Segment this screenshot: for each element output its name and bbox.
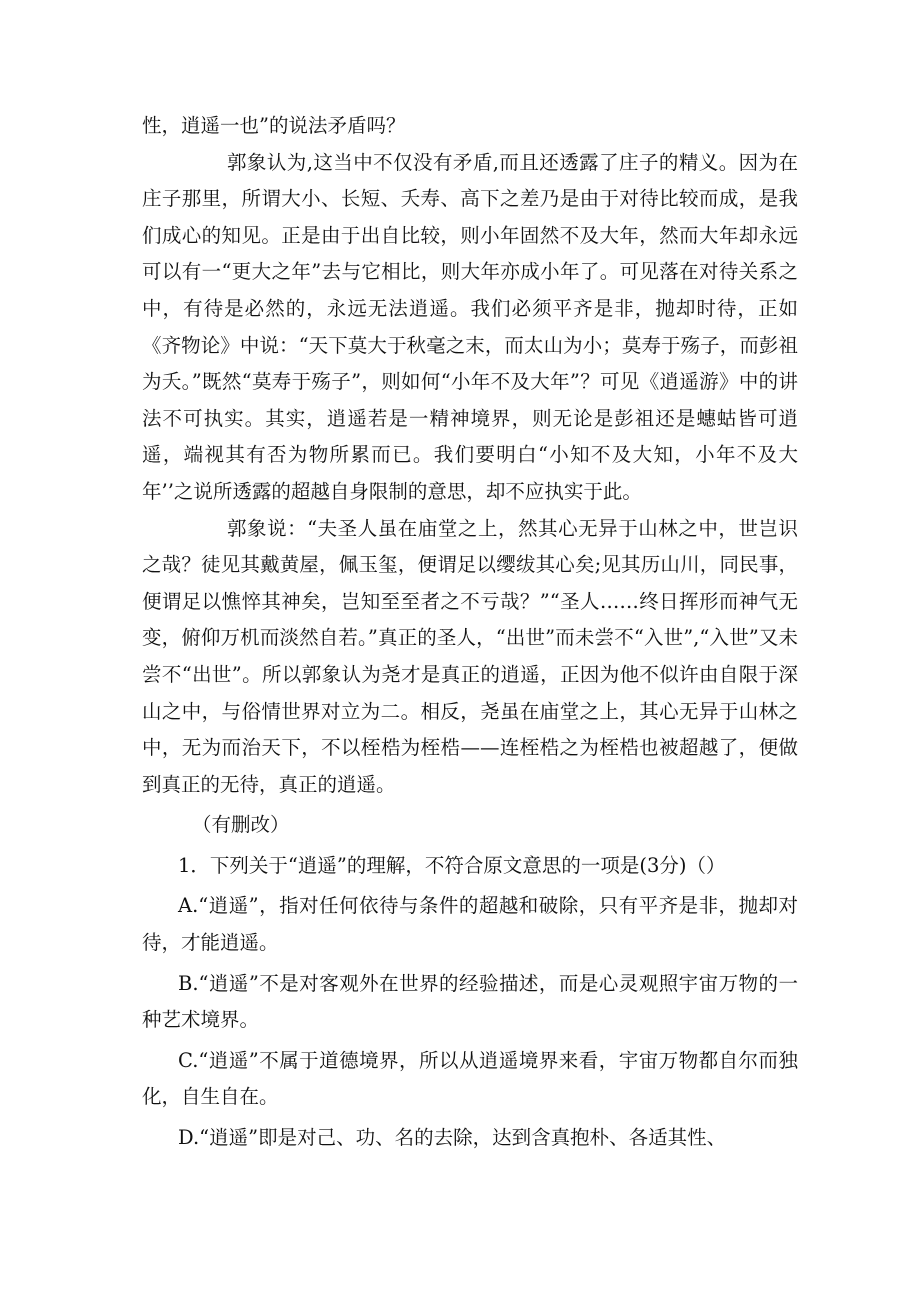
source-note: （有删改） bbox=[192, 813, 290, 837]
question-stem: 1．下列关于“逍遥”的理解，不符合原文意思的一项是(3分)（） bbox=[178, 853, 726, 877]
paragraph-guoxiang-sage: 郭象说：“夫圣人虽在庙堂之上，然其心无异于山林之中，世岂识之哉？徒见其戴黄屋，佩玉玺，便谓足以缨绂其心矣;见其历山川，同民事，便谓足以憔悴其神矣，岂知至至者之不亏哉？”“圣人……终日挥形而神气无变，俯仰万机而淡然自若。”真正的圣人，“出世”而未尝不“入世”,“入世”又未尝不“出世”。所以郭象认为尧才是真正的逍遥，正因为他不似许由自限于深山之中，与俗情世界对立为二。相反，尧虽在庙堂之上，其心无异于山林之中，无为而治天下，不以桎梏为桎梏——连桎梏之为桎梏也被超越了，便做到真正的无待，真正的逍遥。 bbox=[142, 516, 798, 796]
option-a: A.“逍遥”，指对任何依待与条件的超越和破除，只有平齐是非，抛却对待，才能逍遥。 bbox=[142, 894, 798, 955]
document-page bbox=[142, 108, 798, 1157]
option-b: B.“逍遥”不是对客观外在世界的经验描述，而是心灵观照宇宙万物的一种艺术境界。 bbox=[142, 971, 798, 1032]
paragraph-continuation: 性，逍遥一也”的说法矛盾吗？ bbox=[142, 114, 406, 137]
option-c: C.“逍遥”不属于道德境界，所以从逍遥境界来看，宇宙万物都自尔而独化，自生自在。 bbox=[142, 1048, 798, 1109]
paragraph-guoxiang-view: 郭象认为,这当中不仅没有矛盾,而且还透露了庄子的精义。因为在庄子那里，所谓大小、长短、夭寿、高下之差乃是由于对待比较而成，是我们成心的知见。正是由于出自比较，则小年固然不及大年，然而大年却永远可以有一“更大之年”去与它相比，则大年亦成小年了。可见落在对待关系之中，有待是必然的，永远无法逍遥。我们必须平齐是非，抛却时待，正如《齐物论》中说：“天下莫大于秋毫之末，而太山为小；莫寿于殇子，而彭祖为夭。”既然“莫寿于殇子”，则如何“小年不及大年”？可见《逍遥游》中的讲法不可执实。其实，逍遥若是一精神境界，则无论是彭祖还是蟪蛄皆可逍遥，端视其有否为物所累而已。我们要明白“小知不及大知，小年不及大年’’之说所透露的超越自身限制的意思，却不应执实于此。 bbox=[142, 150, 798, 503]
option-d: D.“逍遥”即是对己、功、名的去除，达到含真抱朴、各适其性、 bbox=[178, 1126, 727, 1150]
